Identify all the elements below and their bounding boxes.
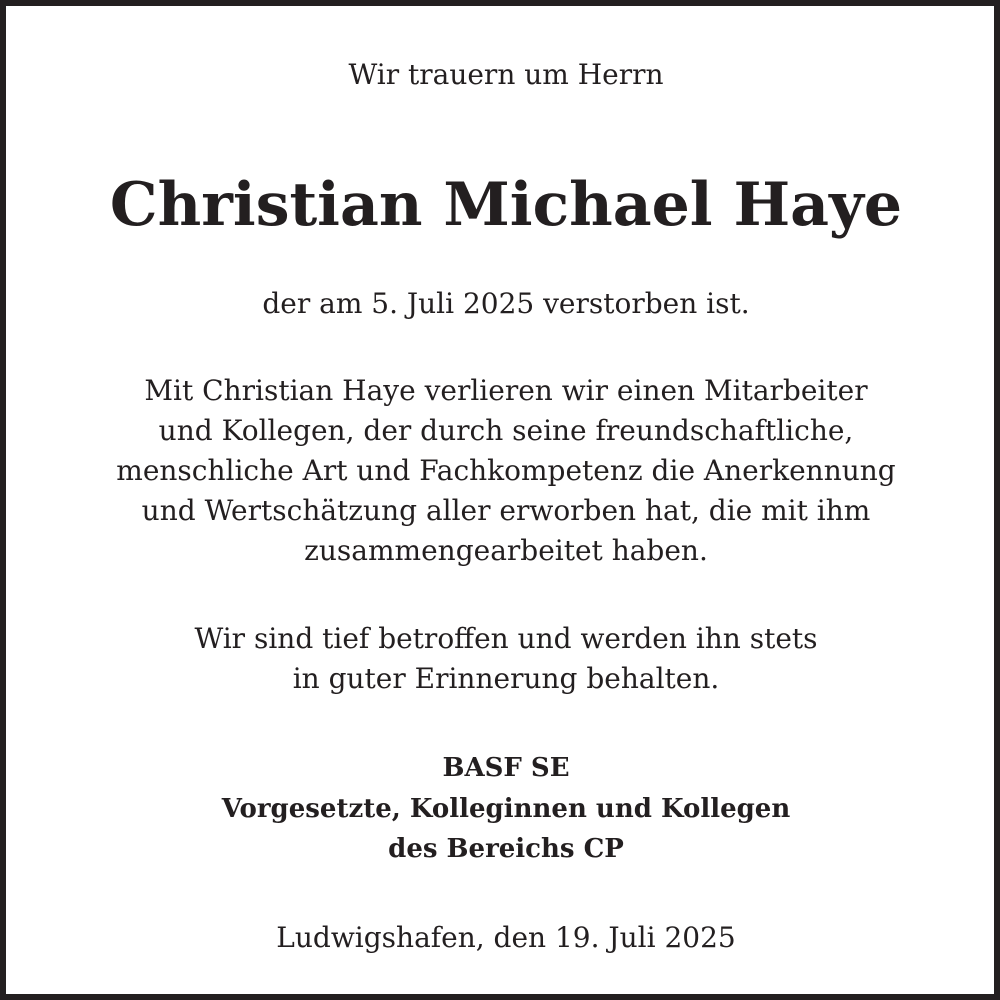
closing-line: Wir sind tief betroffen und werden ihn stets xyxy=(194,622,818,655)
signature-department: des Bereichs CP xyxy=(388,834,624,864)
signature-company: BASF SE xyxy=(442,753,570,783)
tribute-line: und Kollegen, der durch seine freundschaftliche, xyxy=(158,414,854,447)
signature-group: Vorgesetzte, Kolleginnen und Kollegen xyxy=(221,794,791,824)
tribute-line: Mit Christian Haye verlieren wir einen Mitarbeiter xyxy=(144,374,868,407)
tribute-line: und Wertschätzung aller erworben hat, die mit ihm xyxy=(141,494,871,527)
intro-text: Wir trauern um Herrn xyxy=(348,58,664,91)
tribute-line: zusammengearbeitet haben. xyxy=(304,534,708,567)
closing-line: in guter Erinnerung behalten. xyxy=(292,662,720,695)
place-date-text: Ludwigshafen, den 19. Juli 2025 xyxy=(276,921,736,954)
death-date-text: der am 5. Juli 2025 verstorben ist. xyxy=(262,287,750,320)
deceased-name: Christian Michael Haye xyxy=(109,170,903,240)
tribute-line: menschliche Art und Fachkompetenz die Anerkennung xyxy=(116,454,896,487)
